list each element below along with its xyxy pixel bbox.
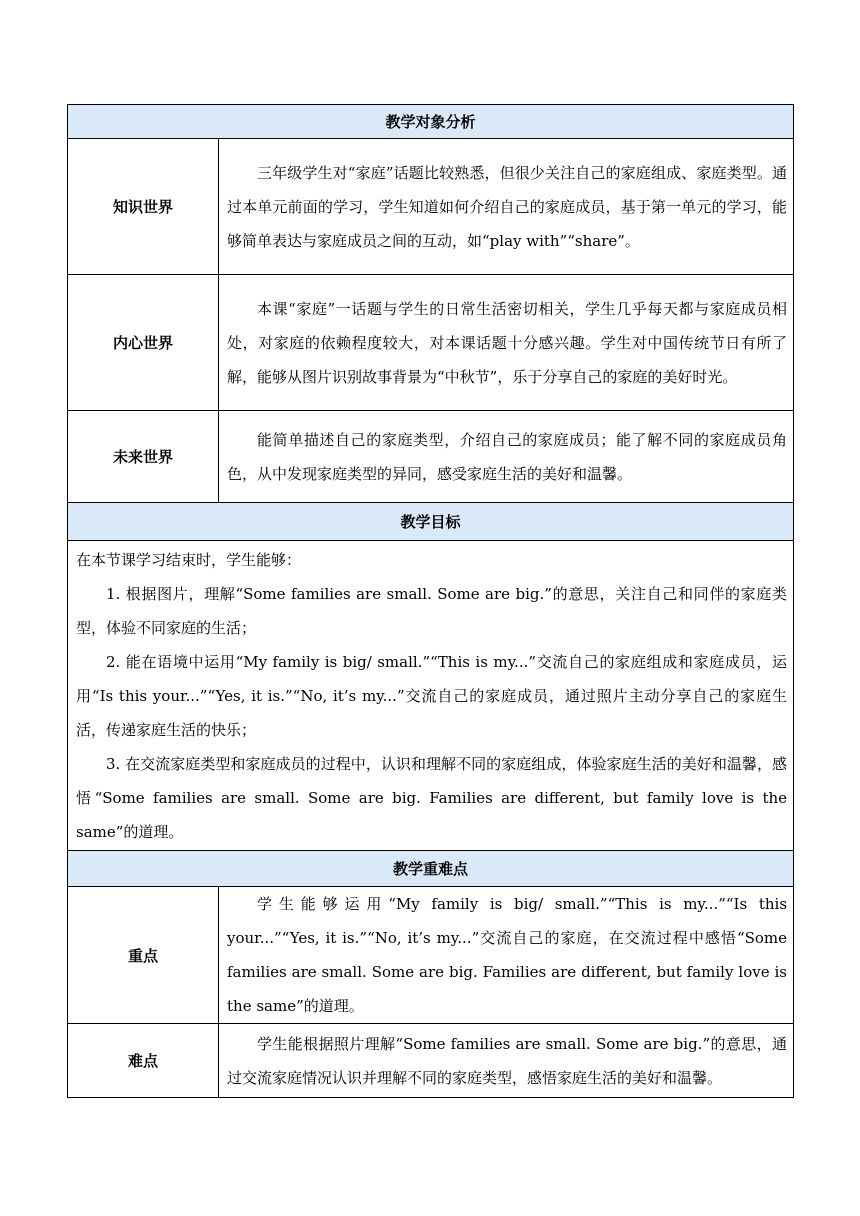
goal-item-1: 1. 根据图片，理解“Some families are small. Some are big.”的意思，关注自己和同伴的家庭类型，体验不同家庭的生活；	[76, 584, 788, 637]
row-label-difficulty: 难点	[68, 1024, 219, 1098]
document-page	[67, 104, 793, 1098]
goal-item-3: 3. 在交流家庭类型和家庭成员的过程中，认识和理解不同的家庭组成，体验家庭生活的美好和温馨，感悟“Some families are small. Some are big. Families are different, but family love is the same”的道理。	[76, 754, 788, 841]
row-text-future: 能简单描述自己的家庭类型，介绍自己的家庭成员；能了解不同的家庭成员角色，从中发现家庭类型的异同，感受家庭生活的美好和温馨。	[219, 411, 794, 503]
section-header-analysis: 教学对象分析	[68, 105, 794, 139]
goals-content	[68, 541, 794, 851]
row-text-inner: 本课“家庭”一话题与学生的日常生活密切相关，学生几乎每天都与家庭成员相处，对家庭的依赖程度较大，对本课话题十分感兴趣。学生对中国传统节日有所了解，能够从图片识别故事背景为“中秋节”，乐于分享自己的家庭的美好时光。	[219, 275, 794, 411]
lesson-plan-table	[67, 104, 794, 1098]
section-header-focus: 教学重难点	[68, 851, 794, 887]
section-header-goals: 教学目标	[68, 503, 794, 541]
row-text-difficulty: 学生能根据照片理解“Some families are small. Some are big.”的意思，通过交流家庭情况认识并理解不同的家庭类型，感悟家庭生活的美好和温馨。	[219, 1024, 794, 1098]
row-label-inner: 内心世界	[68, 275, 219, 411]
goal-item-2: 2. 能在语境中运用“My family is big/ small.”“This is my...”交流自己的家庭组成和家庭成员，运用“Is this your...”“Yes, it is.”“No, it’s my...”交流自己的家庭成员，通过照片主动分享自己的家庭生活，传递家庭生活的快乐；	[76, 652, 788, 739]
row-label-key-point: 重点	[68, 887, 219, 1024]
goals-intro: 在本节课学习结束时，学生能够：	[76, 550, 302, 569]
row-text-knowledge: 三年级学生对“家庭”话题比较熟悉，但很少关注自己的家庭组成、家庭类型。通过本单元前面的学习，学生知道如何介绍自己的家庭成员，基于第一单元的学习，能够简单表达与家庭成员之间的互动，如“play with”“share”。	[219, 139, 794, 275]
row-label-knowledge: 知识世界	[68, 139, 219, 275]
table-row	[68, 887, 794, 1024]
table-row	[68, 139, 794, 275]
row-text-key-point: 学生能够运用“My family is big/ small.”“This is my...”“Is this your...”“Yes, it is.”“No, it’s my...”交流自己的家庭，在交流过程中感悟“Some families are small. Some are big. Families are different, but family love is the same”的道理。	[219, 887, 794, 1024]
row-label-future: 未来世界	[68, 411, 219, 503]
table-row	[68, 1024, 794, 1098]
table-row	[68, 411, 794, 503]
table-row	[68, 275, 794, 411]
